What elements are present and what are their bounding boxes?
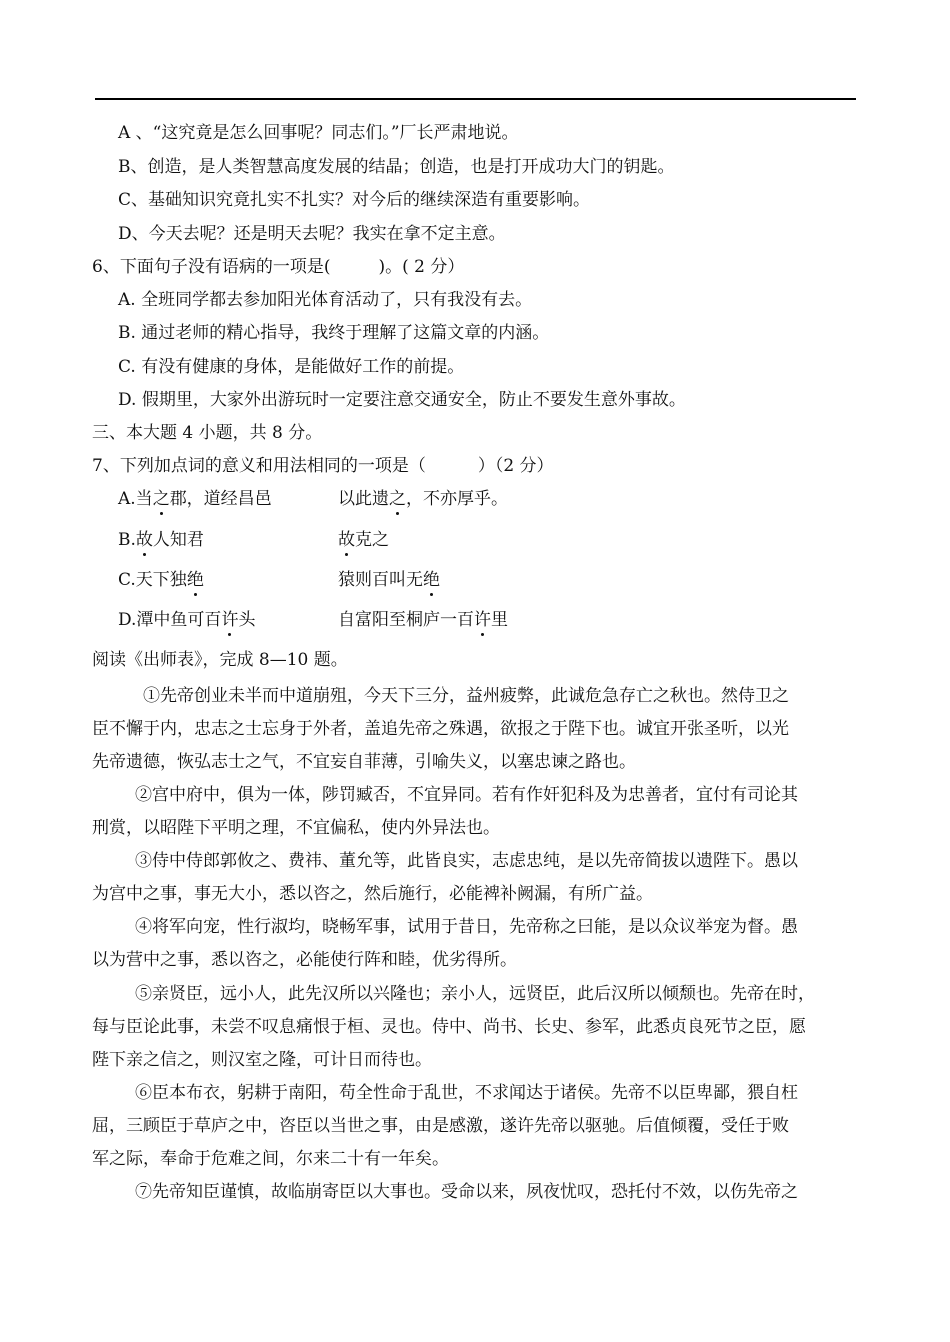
- q6-option-a: A. 全班同学都去参加阳光体育活动了，只有我没有去。: [118, 290, 533, 310]
- passage-line: 军之际，奉命于危难之间，尔来二十有一年矣。: [92, 1149, 449, 1169]
- passage-line: 刑赏，以昭陛下平明之理，不宜偏私，使内外异法也。: [92, 818, 500, 838]
- passage-line: 臣不懈于内，忠志之士忘身于外者，盖追先帝之殊遇，欲报之于陛下也。诚宜开张圣听，以光: [92, 719, 789, 739]
- text: D.潭中鱼可百: [118, 610, 222, 630]
- text: 里: [491, 610, 508, 630]
- q7-option-a-right: [338, 488, 508, 510]
- dotted-word: 许: [474, 610, 491, 630]
- text: B.: [118, 530, 136, 550]
- q5-option-b: B、创造，是人类智慧高度发展的结晶；创造，也是打开成功大门的钥匙。: [118, 157, 675, 177]
- q6-option-c: C. 有没有健康的身体，是能做好工作的前提。: [118, 357, 465, 377]
- q7-stem: [92, 455, 554, 477]
- q7-option-b-left: [118, 529, 204, 551]
- q7-option-b-right: [338, 529, 389, 551]
- dotted-word: 之: [389, 489, 406, 509]
- header-rule: [95, 98, 856, 100]
- passage-line: 每与臣论此事，未尝不叹息痛恨于桓、灵也。侍中、尚书、长史、参军，此悉贞良死节之臣，愿: [92, 1017, 806, 1037]
- passage-line: 先帝遗德，恢弘志士之气，不宜妄自菲薄，引喻失义，以塞忠谏之路也。: [92, 752, 636, 772]
- passage-line: ⑦先帝知臣谨慎，故临崩寄臣以大事也。受命以来，夙夜忧叹，恐托付不效，以伤先帝之: [135, 1182, 798, 1202]
- dotted-word: 许: [221, 610, 239, 630]
- passage-line: 以为营中之事，悉以咨之，必能使行阵和睦，优劣得所。: [92, 950, 517, 970]
- q5-option-d: D、今天去呢？还是明天去呢？我实在拿不定主意。: [118, 224, 506, 244]
- text: 头: [238, 610, 256, 630]
- q6-option-b: B. 通过老师的精心指导，我终于理解了这篇文章的内涵。: [118, 323, 550, 343]
- reading-intro: 阅读《出师表》，完成 8—10 题。: [92, 650, 348, 670]
- passage-line: ③侍中侍郎郭攸之、费祎、董允等，此皆良实，志虑忠纯，是以先帝简拔以遗陛下。愚以: [135, 851, 798, 871]
- q7-option-a-left: [118, 488, 272, 510]
- passage-line: ⑤亲贤臣，远小人，此先汉所以兴隆也；亲小人，远贤臣，此后汉所以倾颓也。先帝在时，: [135, 984, 815, 1004]
- text: C.天下独: [118, 570, 187, 590]
- q6-stem-end: )。( 2 分）: [378, 257, 465, 277]
- dotted-word: 绝: [423, 570, 440, 590]
- q7-stem-start: 7、下列加点词的意义和用法相同的一项是（: [92, 456, 426, 476]
- passage-line: 为宫中之事，事无大小，悉以咨之，然后施行，必能裨补阙漏，有所广益。: [92, 884, 653, 904]
- passage-line: 屈，三顾臣于草庐之中，咨臣以当世之事，由是感激，遂许先帝以驱驰。后值倾覆，受任于败: [92, 1116, 789, 1136]
- passage-line: 陛下亲之信之，则汉室之隆，可计日而待也。: [92, 1050, 432, 1070]
- dotted-word: 故: [338, 530, 355, 550]
- q7-option-d-left: [118, 609, 255, 631]
- text: 人知君: [152, 530, 204, 550]
- passage-line: ④将军向宠，性行淑均，晓畅军事，试用于昔日，先帝称之曰能，是以众议举宠为督。愚: [135, 917, 798, 937]
- text: 猿则百叫无: [338, 570, 423, 590]
- dotted-word: 之: [152, 489, 170, 509]
- q7-option-c-right: [338, 569, 440, 591]
- q5-option-a: A 、“这究竟是怎么回事呢？同志们。”厂长严肃地说。: [118, 123, 519, 143]
- text: ，不亦厚乎。: [406, 489, 508, 509]
- dotted-word: 故: [135, 530, 153, 550]
- q6-stem: [92, 256, 464, 278]
- text: A.当: [118, 489, 153, 509]
- passage-line: ①先帝创业未半而中道崩殂，今天下三分，益州疲弊，此诚危急存亡之秋也。然侍卫之: [143, 686, 789, 706]
- passage-line: ⑥臣本布衣，躬耕于南阳，苟全性命于乱世，不求闻达于诸侯。先帝不以臣卑鄙，猥自枉: [135, 1083, 798, 1103]
- text: 郡，道经昌邑: [169, 489, 272, 509]
- text: 克之: [355, 530, 389, 550]
- dotted-word: 绝: [186, 570, 204, 590]
- q7-stem-end: ）（2 分）: [477, 456, 554, 476]
- text: 自富阳至桐庐一百: [338, 610, 474, 630]
- text: 以此遗: [338, 489, 389, 509]
- q7-option-c-left: [118, 569, 204, 591]
- q6-stem-start: 6、下面句子没有语病的一项是(: [92, 257, 331, 277]
- q7-option-d-right: [338, 609, 508, 631]
- q5-option-c: C、基础知识究竟扎实不扎实？对今后的继续深造有重要影响。: [118, 190, 591, 210]
- passage-line: ②宫中府中，俱为一体，陟罚臧否，不宜异同。若有作奸犯科及为忠善者，宜付有司论其: [135, 785, 798, 805]
- q6-option-d: D. 假期里，大家外出游玩时一定要注意交通安全，防止不要发生意外事故。: [118, 390, 686, 410]
- section-three-heading: 三、本大题 4 小题，共 8 分。: [92, 423, 323, 443]
